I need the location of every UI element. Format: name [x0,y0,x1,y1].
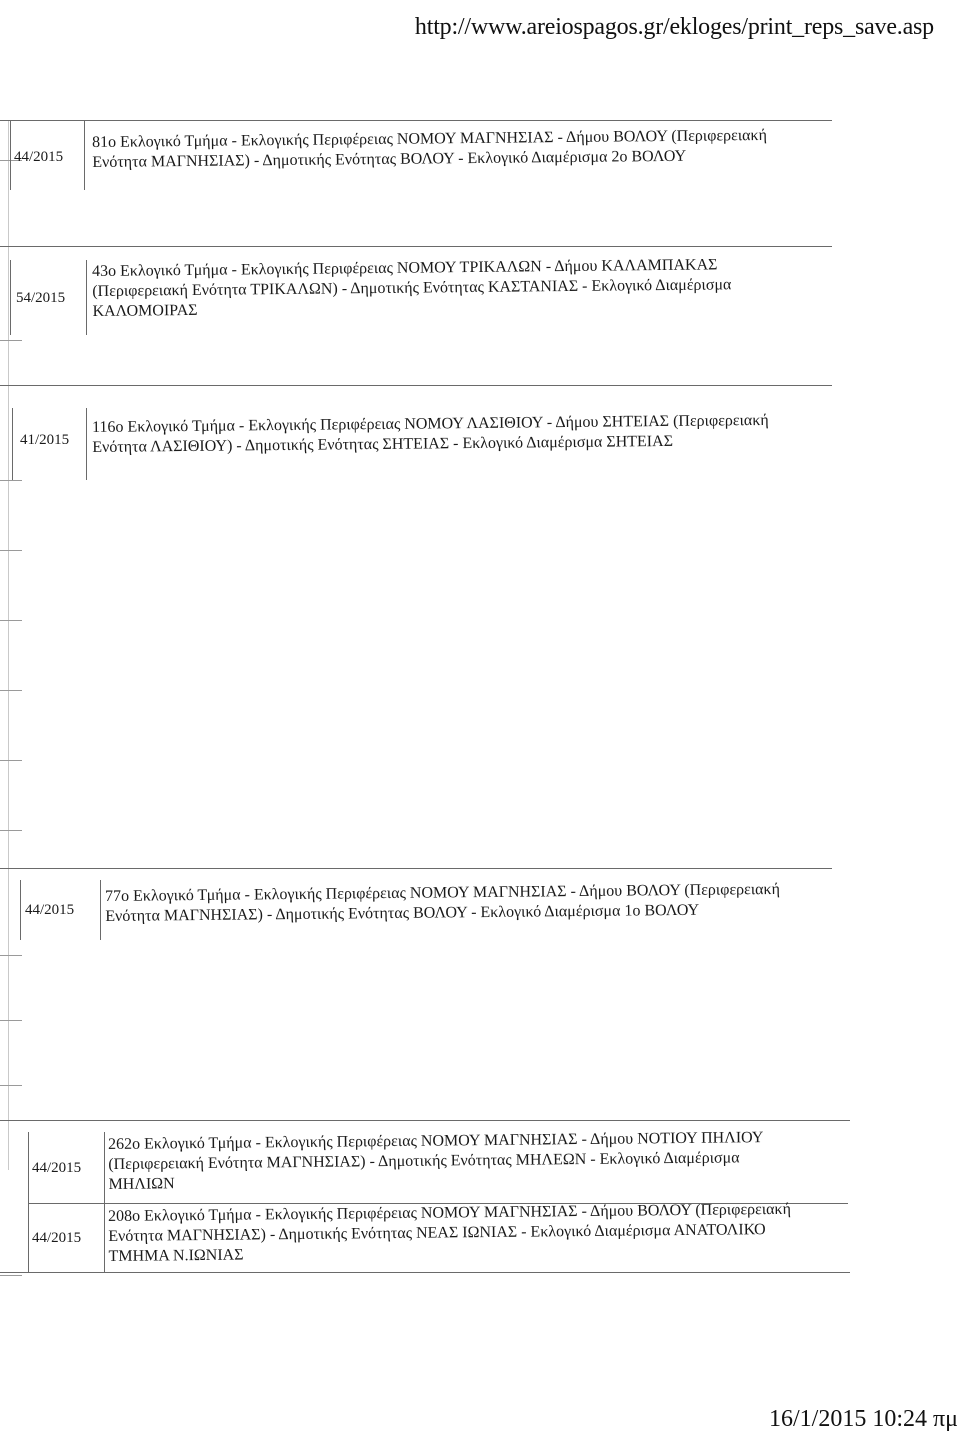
record-number: 44/2015 [32,1160,82,1176]
record-description: 262ο Εκλογικό Τμήμα - Εκλογικής Περιφέρειας ΝΟΜΟΥ ΜΑΓΝΗΣΙΑΣ - Δήμου ΝΟΤΙΟΥ ΠΗΛΙΟΥ (Περιφερειακή Ενότητα ΜΑΓΝΗΣΙΑΣ) - Δημοτικής Ενότητας ΜΗΛΕΩΝ - Εκλογικό Διαμέρισμα ΜΗΛΙΩΝ [108,1129,764,1193]
record-description: 81ο Εκλογικό Τμήμα - Εκλογικής Περιφέρειας ΝΟΜΟΥ ΜΑΓΝΗΣΙΑΣ - Δήμου ΒΟΛΟΥ (Περιφερειακή Ενότητα ΜΑΓΝΗΣΙΑΣ) - Δημοτικής Ενότητας ΒΟΛΟΥ - Εκλογικό Διαμέρισμα 2ο ΒΟΛΟΥ [92,126,768,171]
record-number: 44/2015 [32,1230,82,1246]
record-description: 43ο Εκλογικό Τμήμα - Εκλογικής Περιφέρειας ΝΟΜΟΥ ΤΡΙΚΑΛΩΝ - Δήμου ΚΑΛΑΜΠΑΚΑΣ (Περιφερειακή Ενότητα ΤΡΙΚΑΛΩΝ) - Δημοτικής Ενότητας ΚΑΣΤΑΝΙΑΣ - Εκλογικό Διαμέρισμα ΚΑΛΟΜΟΙΡΑΣ [92,256,732,320]
record-number: 44/2015 [14,149,64,165]
page-url: http://www.areiospagos.gr/ekloges/print_reps_save.asp [414,14,934,40]
record-number: 44/2015 [25,902,75,918]
record-description: 208ο Εκλογικό Τμήμα - Εκλογικής Περιφέρειας ΝΟΜΟΥ ΜΑΓΝΗΣΙΑΣ - Δήμου ΒΟΛΟΥ (Περιφερειακή Ενότητα ΜΑΓΝΗΣΙΑΣ) - Δημοτικής Ενότητας ΝΕΑΣ ΙΩΝΙΑΣ - Εκλογικό Διαμέρισμα ΑΝΑΤΟΛΙΚΟ ΤΜΗΜΑ Ν.ΙΩΝΙΑΣ [108,1200,792,1265]
record-number: 54/2015 [16,290,66,306]
print-timestamp: 16/1/2015 10:24 πμ [769,1406,958,1432]
record-description: 116ο Εκλογικό Τμήμα - Εκλογικής Περιφέρειας ΝΟΜΟΥ ΛΑΣΙΘΙΟΥ - Δήμου ΣΗΤΕΙΑΣ (Περιφερειακή Ενότητα ΛΑΣΙΘΙΟΥ) - Δημοτικής Ενότητας ΣΗΤΕΙΑΣ - Εκλογικό Διαμέρισμα ΣΗΤΕΙΑΣ [92,411,769,456]
record-number: 41/2015 [20,432,70,448]
record-description: 77ο Εκλογικό Τμήμα - Εκλογικής Περιφέρειας ΝΟΜΟΥ ΜΑΓΝΗΣΙΑΣ - Δήμου ΒΟΛΟΥ (Περιφερειακή Ενότητα ΜΑΓΝΗΣΙΑΣ) - Δημοτικής Ενότητας ΒΟΛΟΥ - Εκλογικό Διαμέρισμα 1ο ΒΟΛΟΥ [105,880,781,925]
